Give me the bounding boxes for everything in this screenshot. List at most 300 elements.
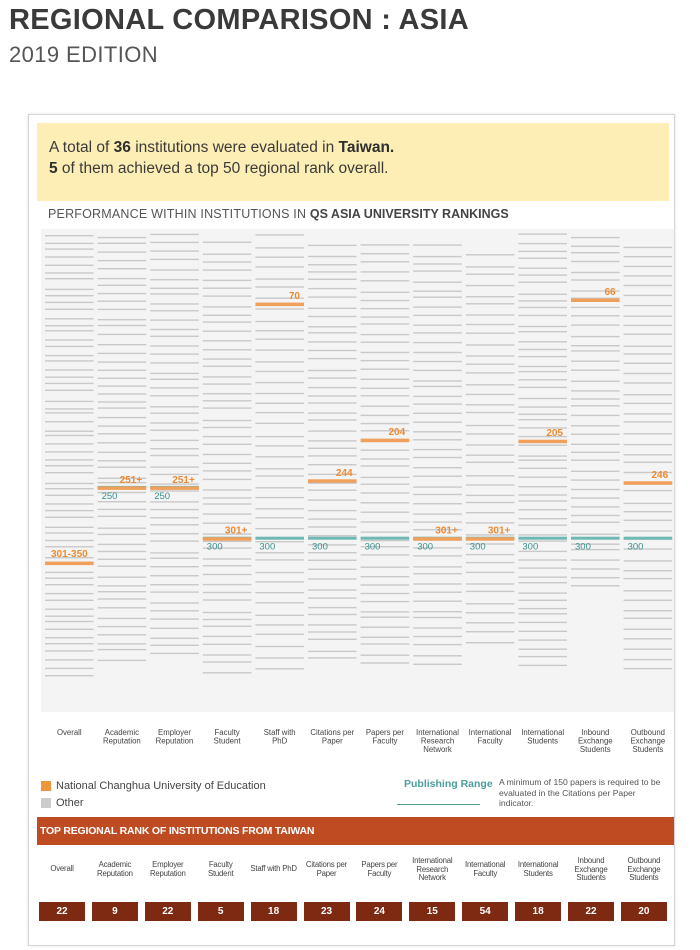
other-institution-mark <box>308 518 357 519</box>
other-institution-mark <box>98 585 147 586</box>
other-institution-mark <box>255 615 304 616</box>
category-label: International Students <box>521 728 565 746</box>
other-institution-mark <box>308 607 357 608</box>
other-institution-mark <box>150 362 199 363</box>
other-institution-mark <box>150 653 199 654</box>
other-institution-mark <box>98 551 147 552</box>
other-institution-mark <box>255 646 304 647</box>
top-rank-label: Citations per Paper <box>305 860 348 878</box>
other-institution-mark <box>98 566 147 567</box>
other-institution-mark <box>203 358 252 359</box>
other-institution-mark <box>98 334 147 335</box>
other-institution-mark <box>413 644 462 645</box>
other-institution-mark <box>308 535 357 536</box>
other-institution-mark <box>466 583 515 584</box>
other-institution-mark <box>45 401 94 402</box>
other-institution-mark <box>45 643 94 644</box>
other-institution-mark <box>203 427 252 428</box>
other-institution-mark <box>150 259 199 260</box>
other-institution-mark <box>361 662 410 663</box>
other-institution-mark <box>518 665 567 666</box>
top-rank-value: 22 <box>568 902 614 921</box>
other-institution-mark <box>45 243 94 244</box>
institution-mark <box>571 299 620 303</box>
other-institution-mark <box>98 626 147 627</box>
other-institution-mark <box>466 554 515 555</box>
publishing-range-line <box>397 804 480 805</box>
other-institution-mark <box>518 567 567 568</box>
other-institution-mark <box>361 369 410 370</box>
other-institution-mark <box>203 497 252 498</box>
other-institution-mark <box>308 499 357 500</box>
strip-chart <box>29 115 676 815</box>
other-institution-mark <box>203 340 252 341</box>
other-institution-mark <box>203 672 252 673</box>
other-institution-mark <box>150 455 199 456</box>
other-institution-mark <box>361 388 410 389</box>
other-institution-mark <box>518 300 567 301</box>
publishing-range-value: 300 <box>364 541 381 553</box>
other-institution-mark <box>413 244 462 245</box>
other-institution-mark <box>624 413 673 414</box>
other-institution-mark <box>308 332 357 333</box>
other-institution-mark <box>255 403 304 404</box>
other-institution-mark <box>98 353 147 354</box>
other-institution-mark <box>255 581 304 582</box>
other-institution-mark <box>624 394 673 395</box>
other-institution-mark <box>624 649 673 650</box>
other-institution-mark <box>45 572 94 573</box>
top-rank-value: 9 <box>92 902 138 921</box>
other-institution-mark <box>98 293 147 294</box>
other-institution-mark <box>518 613 567 614</box>
other-institution-mark <box>466 344 515 345</box>
other-institution-mark <box>466 562 515 563</box>
other-institution-mark <box>308 419 357 420</box>
other-institution-mark <box>518 356 567 357</box>
other-institution-mark <box>361 261 410 262</box>
other-institution-mark <box>518 331 567 332</box>
other-institution-mark <box>203 383 252 384</box>
other-institution-mark <box>45 302 94 303</box>
other-institution-mark <box>624 305 673 306</box>
other-institution-mark <box>150 303 199 304</box>
legend-institution-label: National Changhua University of Education <box>56 780 266 792</box>
other-institution-mark <box>98 452 147 453</box>
other-institution-mark <box>466 333 515 334</box>
other-institution-mark <box>413 342 462 343</box>
other-institution-mark <box>571 324 620 325</box>
chart-heading-bold: QS ASIA UNIVERSITY RANKINGS <box>309 207 509 221</box>
other-institution-mark <box>624 275 673 276</box>
other-institution-mark <box>45 451 94 452</box>
other-institution-mark <box>45 495 94 496</box>
other-institution-mark <box>255 436 304 437</box>
other-institution-mark <box>518 622 567 623</box>
other-institution-mark <box>413 370 462 371</box>
other-institution-mark <box>150 345 199 346</box>
other-institution-mark <box>98 649 147 650</box>
category-label: Outbound Exchange Students <box>630 728 666 754</box>
other-institution-mark <box>361 531 410 532</box>
other-institution-mark <box>98 618 147 619</box>
other-institution-mark <box>571 425 620 426</box>
other-institution-mark <box>308 296 357 297</box>
other-institution-mark <box>361 300 410 301</box>
other-institution-mark <box>624 462 673 463</box>
other-institution-mark <box>45 383 94 384</box>
other-institution-mark <box>466 433 515 434</box>
other-institution-mark <box>255 468 304 469</box>
other-institution-mark <box>45 412 94 413</box>
top-rank-label: Inbound Exchange Students <box>574 856 608 882</box>
other-institution-mark <box>413 291 462 292</box>
other-institution-mark <box>308 387 357 388</box>
other-institution-mark <box>518 486 567 487</box>
other-institution-mark <box>361 484 410 485</box>
institution-value: 204 <box>388 427 406 439</box>
other-institution-mark <box>203 444 252 445</box>
institution-value: 301+ <box>487 525 511 537</box>
other-institution-mark <box>413 413 462 414</box>
other-institution-mark <box>45 377 94 378</box>
other-institution-mark <box>308 245 357 246</box>
other-institution-mark <box>203 269 252 270</box>
top-rank-value: 23 <box>304 902 350 921</box>
report-card <box>28 114 675 946</box>
other-institution-mark <box>98 528 147 529</box>
other-institution-mark <box>203 407 252 408</box>
other-institution-mark <box>571 315 620 316</box>
other-institution-mark <box>413 592 462 593</box>
other-institution-mark <box>624 668 673 669</box>
other-institution-mark <box>624 363 673 364</box>
other-institution-mark <box>413 403 462 404</box>
institution-mark <box>518 440 567 444</box>
other-institution-mark <box>308 455 357 456</box>
other-institution-mark <box>466 512 515 513</box>
other-institution-mark <box>308 597 357 598</box>
other-institution-mark <box>518 274 567 275</box>
other-institution-mark <box>255 592 304 593</box>
other-institution-mark <box>150 524 199 525</box>
other-institution-mark <box>518 631 567 632</box>
other-institution-mark <box>203 393 252 394</box>
other-institution-mark <box>413 611 462 612</box>
other-institution-mark <box>150 387 199 388</box>
other-institution-mark <box>255 528 304 529</box>
other-institution-mark <box>45 355 94 356</box>
publishing-note: A minimum of 150 papers is required to be evaluated in the Citations per Paper indicator. <box>499 777 661 808</box>
institution-mark <box>150 486 199 490</box>
other-institution-mark <box>203 331 252 332</box>
other-institution-mark <box>98 509 147 510</box>
top-rank-label: International Students <box>517 860 559 878</box>
other-institution-mark <box>98 577 147 578</box>
other-institution-mark <box>624 266 673 267</box>
other-institution-mark <box>308 657 357 658</box>
other-institution-mark <box>466 404 515 405</box>
other-institution-mark <box>624 503 673 504</box>
other-institution-mark <box>308 288 357 289</box>
other-institution-mark <box>45 621 94 622</box>
other-institution-mark <box>98 251 147 252</box>
other-institution-mark <box>361 512 410 513</box>
other-institution-mark <box>624 353 673 354</box>
top-rank-label: International Faculty <box>465 860 506 878</box>
other-institution-mark <box>571 568 620 569</box>
other-institution-mark <box>150 279 199 280</box>
other-institution-mark <box>361 492 410 493</box>
other-institution-mark <box>518 445 567 446</box>
summary-text: A total of <box>49 139 114 156</box>
other-institution-mark <box>45 616 94 617</box>
other-institution-mark <box>413 263 462 264</box>
category-label: Papers per Faculty <box>365 728 404 746</box>
legend-institution-swatch <box>41 781 51 791</box>
other-institution-mark <box>98 401 147 402</box>
other-institution-mark <box>571 336 620 337</box>
institution-value: 205 <box>546 428 563 440</box>
other-institution-mark <box>413 664 462 665</box>
other-institution-mark <box>624 490 673 491</box>
other-institution-mark <box>255 412 304 413</box>
other-institution-mark <box>255 572 304 573</box>
other-institution-mark <box>624 334 673 335</box>
other-institution-mark <box>255 361 304 362</box>
other-institution-mark <box>150 288 199 289</box>
other-institution-mark <box>413 566 462 567</box>
other-institution-mark <box>413 655 462 656</box>
other-institution-mark <box>150 645 199 646</box>
institution-value: 66 <box>604 287 616 298</box>
other-institution-mark <box>255 423 304 424</box>
other-institution-mark <box>203 463 252 464</box>
top50-count: 5 <box>49 160 58 177</box>
other-institution-mark <box>203 661 252 662</box>
other-institution-mark <box>45 527 94 528</box>
other-institution-mark <box>571 577 620 578</box>
other-institution-mark <box>466 425 515 426</box>
other-institution-mark <box>413 555 462 556</box>
other-institution-mark <box>361 458 410 459</box>
other-institution-mark <box>308 256 357 257</box>
other-institution-mark <box>98 634 147 635</box>
other-institution-mark <box>98 467 147 468</box>
top-rank-label: Staff with PhD <box>250 864 297 874</box>
other-institution-mark <box>361 567 410 568</box>
other-institution-mark <box>361 502 410 503</box>
other-institution-mark <box>150 413 199 414</box>
other-institution-mark <box>150 373 199 374</box>
category-label: International Research Network <box>416 728 459 754</box>
other-institution-mark <box>308 464 357 465</box>
category-label: Faculty Student <box>213 728 241 746</box>
other-institution-mark <box>203 513 252 514</box>
other-institution-mark <box>203 612 252 613</box>
other-institution-mark <box>413 457 462 458</box>
institution-mark <box>466 537 515 541</box>
other-institution-mark <box>45 609 94 610</box>
other-institution-mark <box>98 237 147 238</box>
other-institution-mark <box>203 599 252 600</box>
other-institution-mark <box>624 520 673 521</box>
other-institution-mark <box>361 308 410 309</box>
other-institution-mark <box>150 329 199 330</box>
other-institution-mark <box>518 414 567 415</box>
other-institution-mark <box>624 346 673 347</box>
other-institution-mark <box>45 637 94 638</box>
other-institution-mark <box>45 593 94 594</box>
other-institution-mark <box>98 361 147 362</box>
other-institution-mark <box>624 659 673 660</box>
other-institution-mark <box>466 303 515 304</box>
other-institution-mark <box>518 460 567 461</box>
other-institution-mark <box>45 248 94 249</box>
other-institution-mark <box>45 265 94 266</box>
other-institution-mark <box>150 602 199 603</box>
other-institution-mark <box>466 444 515 445</box>
other-institution-mark <box>624 560 673 561</box>
other-institution-mark <box>624 511 673 512</box>
other-institution-mark <box>518 233 567 234</box>
category-label: Overall <box>56 728 82 737</box>
other-institution-mark <box>571 370 620 371</box>
other-institution-mark <box>361 334 410 335</box>
other-institution-mark <box>45 289 94 290</box>
other-institution-mark <box>45 517 94 518</box>
other-institution-mark <box>624 295 673 296</box>
other-institution-mark <box>624 247 673 248</box>
other-institution-mark <box>150 395 199 396</box>
institution-value: 251+ <box>119 474 143 486</box>
other-institution-mark <box>150 319 199 320</box>
other-institution-mark <box>98 378 147 379</box>
other-institution-mark <box>518 268 567 269</box>
other-institution-mark <box>571 452 620 453</box>
other-institution-mark <box>308 631 357 632</box>
other-institution-mark <box>98 285 147 286</box>
other-institution-mark <box>466 475 515 476</box>
other-institution-mark <box>466 324 515 325</box>
other-institution-mark <box>308 271 357 272</box>
other-institution-mark <box>413 513 462 514</box>
other-institution-mark <box>413 306 462 307</box>
other-institution-mark <box>413 583 462 584</box>
other-institution-mark <box>466 394 515 395</box>
other-institution-mark <box>413 486 462 487</box>
other-institution-mark <box>150 353 199 354</box>
other-institution-mark <box>150 533 199 534</box>
other-institution-mark <box>624 433 673 434</box>
page-title: REGIONAL COMPARISON : ASIA <box>9 4 470 36</box>
other-institution-mark <box>518 577 567 578</box>
other-institution-mark <box>624 618 673 619</box>
other-institution-mark <box>308 402 357 403</box>
other-institution-mark <box>98 544 147 545</box>
other-institution-mark <box>361 627 410 628</box>
other-institution-mark <box>571 261 620 262</box>
other-institution-mark <box>203 366 252 367</box>
other-institution-mark <box>413 297 462 298</box>
other-institution-mark <box>466 522 515 523</box>
other-institution-mark <box>571 279 620 280</box>
other-institution-mark <box>150 440 199 441</box>
top-rank-label: Papers per Faculty <box>361 860 398 878</box>
other-institution-mark <box>518 649 567 650</box>
other-institution-mark <box>624 373 673 374</box>
other-institution-mark <box>45 330 94 331</box>
other-institution-mark <box>571 398 620 399</box>
other-institution-mark <box>98 534 147 535</box>
other-institution-mark <box>98 370 147 371</box>
other-institution-mark <box>308 578 357 579</box>
other-institution-mark <box>571 506 620 507</box>
other-institution-mark <box>98 385 147 386</box>
other-institution-mark <box>255 266 304 267</box>
other-institution-mark <box>203 470 252 471</box>
other-institution-mark <box>255 602 304 603</box>
other-institution-mark <box>150 448 199 449</box>
other-institution-mark <box>624 530 673 531</box>
top-rank-value: 5 <box>198 902 244 921</box>
publishing-range-value: 300 <box>206 541 223 553</box>
other-institution-mark <box>466 384 515 385</box>
other-institution-mark <box>45 532 94 533</box>
other-institution-mark <box>466 591 515 592</box>
other-institution-mark <box>361 643 410 644</box>
institution-mark <box>413 537 462 541</box>
other-institution-mark <box>413 380 462 381</box>
other-institution-mark <box>150 379 199 380</box>
other-institution-mark <box>518 326 567 327</box>
other-institution-mark <box>413 617 462 618</box>
other-institution-mark <box>45 659 94 660</box>
other-institution-mark <box>308 370 357 371</box>
other-institution-mark <box>255 634 304 635</box>
other-institution-mark <box>413 431 462 432</box>
other-institution-mark <box>466 462 515 463</box>
other-institution-mark <box>361 244 410 245</box>
other-institution-mark <box>361 292 410 293</box>
other-institution-mark <box>518 639 567 640</box>
publishing-range-value: 250 <box>154 490 171 502</box>
institution-mark <box>45 562 94 566</box>
other-institution-mark <box>413 476 462 477</box>
other-institution-mark <box>518 494 567 495</box>
other-institution-mark <box>571 345 620 346</box>
other-institution-mark <box>308 430 357 431</box>
other-institution-mark <box>624 256 673 257</box>
other-institution-mark <box>466 274 515 275</box>
other-institution-mark <box>98 393 147 394</box>
other-institution-mark <box>150 566 199 567</box>
other-institution-mark <box>571 381 620 382</box>
other-institution-mark <box>203 454 252 455</box>
other-institution-mark <box>255 278 304 279</box>
other-institution-mark <box>45 584 94 585</box>
other-institution-mark <box>308 326 357 327</box>
other-institution-mark <box>150 336 199 337</box>
other-institution-mark <box>466 254 515 255</box>
other-institution-mark <box>45 483 94 484</box>
top-rank-label: International Research Network <box>412 856 453 882</box>
publishing-range-mark <box>518 537 567 540</box>
other-institution-mark <box>45 309 94 310</box>
other-institution-mark <box>361 465 410 466</box>
summary-text: of them achieved a top 50 regional rank overall. <box>57 160 389 177</box>
other-institution-mark <box>308 448 357 449</box>
